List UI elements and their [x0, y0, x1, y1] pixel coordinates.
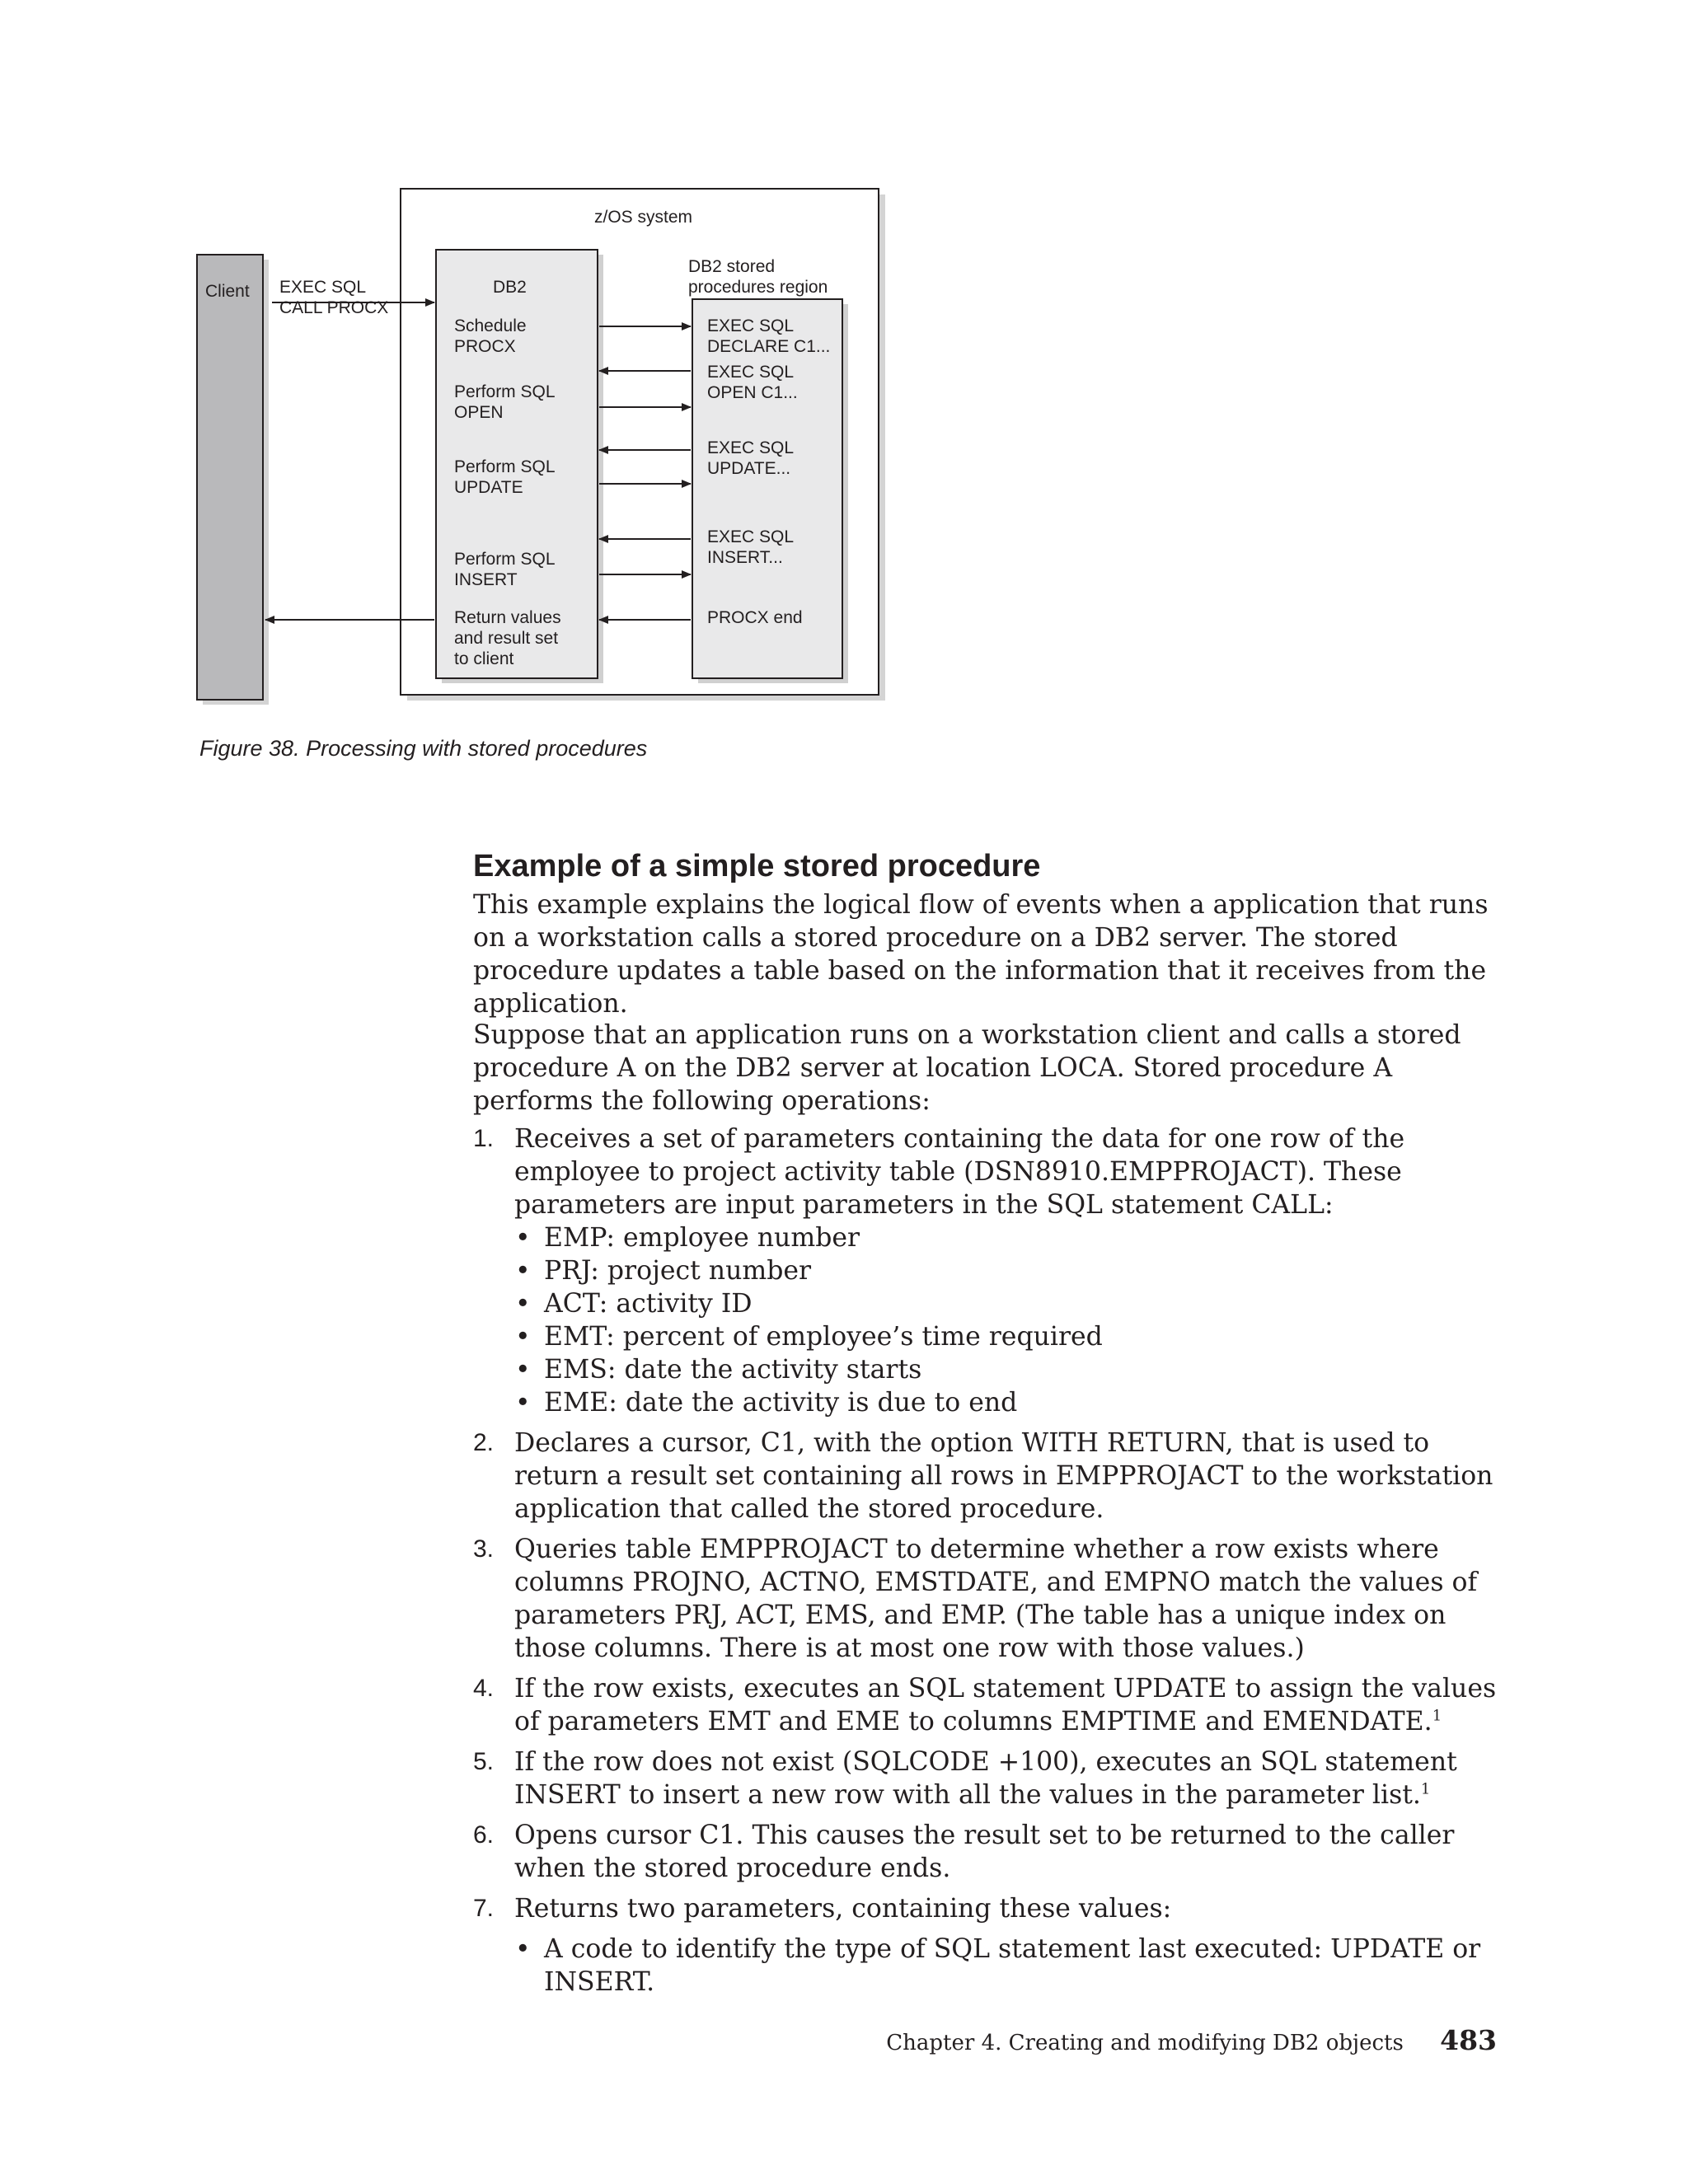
operations-list [473, 1122, 1512, 2006]
region-title: DB2 stored procedures region [688, 257, 828, 297]
list-item [473, 1746, 1512, 1811]
region-step-insert: EXEC SQL INSERT... [707, 527, 795, 567]
footnote-marker: 1 [1420, 1780, 1431, 1798]
region-step-declare: EXEC SQL DECLARE C1... [707, 316, 831, 356]
list-item: • PRJ: project number [514, 1254, 1512, 1287]
step-text: Receives a set of parameters containing the data for one row of the employee to project activity table (DSN8910.EMPPROJACT). These parameters are input parameters in the SQL statement CALL: [514, 1124, 1405, 1220]
intro-paragraph: This example explains the logical flow of events when a application that runs on a workstation calls a stored procedure on a DB2 server. The stored procedure updates a table based on the information that it receives from the application. [473, 890, 1489, 1019]
footer-chapter-title: Chapter 4. Creating and modifying DB2 objects [886, 2031, 1404, 2055]
processing-diagram [190, 185, 898, 721]
db2-step-schedule: Schedule PROCX [454, 316, 527, 356]
step-text: Opens cursor C1. This causes the result set to be returned to the caller when the stored procedure ends. [514, 1821, 1455, 1883]
client-label: Client [205, 282, 250, 301]
region-step-end: PROCX end [707, 608, 803, 627]
db2-title: DB2 [493, 278, 527, 297]
client-call-label: EXEC SQL CALL PROCX [279, 278, 389, 317]
list-item [473, 1819, 1512, 1885]
section-heading: Example of a simple stored procedure [473, 849, 1041, 883]
step-text: Returns two parameters, containing these values: [514, 1894, 1172, 1924]
db2-step-open: Perform SQL OPEN [454, 382, 556, 422]
region-step-open: EXEC SQL OPEN C1... [707, 363, 798, 402]
step-number: 1. [473, 1125, 495, 1152]
db2-step-return: Return values and result set to client [454, 608, 561, 668]
step-number: 6. [473, 1821, 495, 1849]
list-item: • EMT: percent of employee’s time required [514, 1320, 1512, 1353]
db2-step-update: Perform SQL UPDATE [454, 457, 556, 497]
figure-caption: Figure 38. Processing with stored procedures [199, 736, 648, 761]
list-item [473, 1122, 1512, 1419]
step-number: 7. [473, 1895, 495, 1922]
list-item [473, 1533, 1512, 1665]
footnote-marker: 1 [1432, 1707, 1442, 1725]
list-item [473, 1892, 1512, 1999]
step-number: 3. [473, 1535, 495, 1563]
step-number: 4. [473, 1675, 495, 1702]
step-number: 5. [473, 1748, 495, 1775]
step-text: Declares a cursor, C1, with the option WITH RETURN, that is used to return a result set containing all rows in EMPPROJACT to the workstation application that called the stored procedure. [514, 1428, 1493, 1524]
client-box [197, 255, 263, 700]
page-number: 483 [1440, 2024, 1497, 2056]
parameter-list [514, 1221, 1512, 1419]
list-item [473, 1672, 1512, 1738]
zos-label: z/OS system [594, 208, 693, 227]
list-item: • EME: date the activity is due to end [514, 1386, 1512, 1419]
supposition-paragraph: Suppose that an application runs on a workstation client and calls a stored procedure A on the DB2 server at location LOCA. Stored procedure A performs the following operations: [473, 1020, 1461, 1116]
db2-step-insert: Perform SQL INSERT [454, 550, 556, 589]
list-item: • EMS: date the activity starts [514, 1353, 1512, 1386]
step-text: If the row does not exist (SQLCODE +100), executes an SQL statement INSERT to insert a new row with all the values in the parameter list. [514, 1747, 1457, 1810]
list-item: • A code to identify the type of SQL statement last executed: UPDATE or INSERT. [514, 1933, 1512, 1999]
list-item [473, 1427, 1512, 1526]
step-number: 2. [473, 1429, 495, 1456]
list-item: • ACT: activity ID [514, 1287, 1512, 1320]
step-text: If the row exists, executes an SQL statement UPDATE to assign the values of parameters EMT and EME to columns EMPTIME and EMENDATE. [514, 1674, 1497, 1736]
return-values-list [514, 1933, 1512, 1999]
page-footer [886, 2024, 1497, 2056]
list-item: • EMP: employee number [514, 1221, 1512, 1254]
step-text: Queries table EMPPROJACT to determine whether a row exists where columns PROJNO, ACTNO, EMSTDATE, and EMPNO match the values of parameters PRJ, ACT, EMS, and EMP. (The table has a unique index on those columns. There is at most one row with those values.) [514, 1535, 1478, 1663]
region-step-update: EXEC SQL UPDATE... [707, 438, 795, 478]
